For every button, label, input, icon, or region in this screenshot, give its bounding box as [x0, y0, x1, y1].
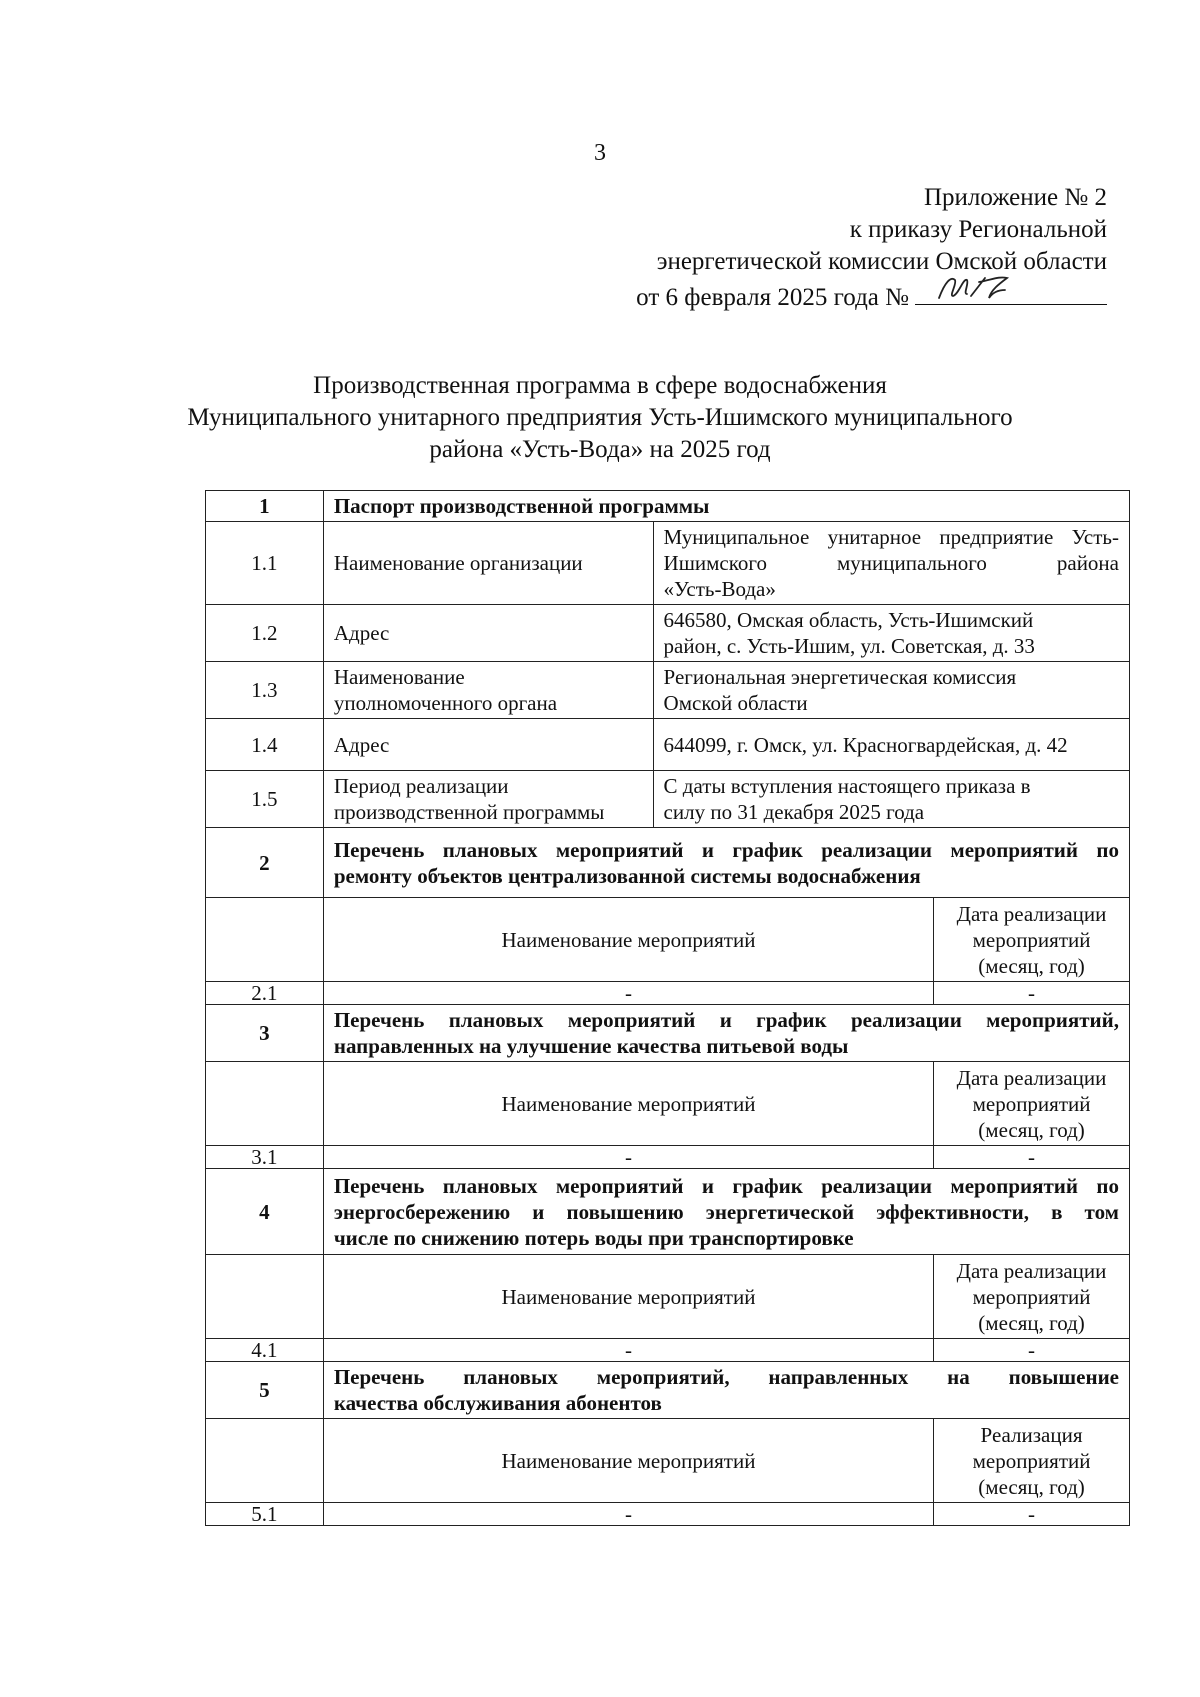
row-label-line: Период реализации	[333, 774, 509, 798]
page-number: 3	[594, 140, 606, 166]
row-value-line: 646580, Омская область, Усть-Ишимский	[663, 608, 1034, 632]
row-number: 1.3	[206, 662, 324, 719]
row-value-line: Муниципальное унитарное предприятие Усть-Ишимского муниципального района	[663, 525, 1119, 575]
table-row	[206, 605, 1130, 662]
table-row	[206, 1339, 1130, 1362]
row-label: Наименование организации	[323, 522, 653, 605]
column-header-date-line: мероприятий	[972, 927, 1091, 952]
row-number: 4.1	[206, 1339, 324, 1362]
row-label: Адрес	[323, 719, 653, 771]
row-date: -	[934, 982, 1130, 1005]
column-header-name: Наименование мероприятий	[323, 1419, 933, 1503]
row-value	[653, 771, 1129, 828]
production-program-table	[205, 490, 1130, 1526]
order-number-field	[915, 278, 1107, 305]
column-header-date-line: (месяц, год)	[978, 1474, 1085, 1499]
column-header-date-line: Дата реализации	[956, 1065, 1107, 1090]
column-header-date	[934, 1255, 1130, 1339]
column-header-name: Наименование мероприятий	[323, 1062, 933, 1146]
section-number: 3	[206, 1005, 324, 1062]
section-title	[323, 1005, 1129, 1062]
section-title-line: направленных на улучшение качества питьевой воды	[333, 1034, 849, 1058]
section-title-line: Перечень плановых мероприятий и график реализации мероприятий по	[333, 837, 1119, 862]
section-number: 4	[206, 1169, 324, 1255]
appendix-line-4: от 6 февраля 2025 года №	[636, 284, 909, 311]
section-number: 5	[206, 1362, 324, 1419]
column-header-row	[206, 898, 1130, 982]
section-header-row	[206, 828, 1130, 898]
row-label	[323, 662, 653, 719]
section-number: 2	[206, 828, 324, 898]
section-title-line: Перечень плановых мероприятий и график реализации мероприятий,	[333, 1008, 1119, 1032]
appendix-line-2: к приказу Региональной	[849, 216, 1107, 243]
title-line-2: Муниципального унитарного предприятия Усть-Ишимского муниципального	[187, 404, 1013, 431]
row-number: 1.2	[206, 605, 324, 662]
section-title	[323, 1362, 1129, 1419]
row-name: -	[323, 1146, 933, 1169]
row-value	[653, 605, 1129, 662]
row-value-line: «Усть-Вода»	[663, 577, 776, 601]
row-number: 5.1	[206, 1503, 324, 1526]
section-header-row	[206, 1169, 1130, 1255]
row-number: 2.1	[206, 982, 324, 1005]
column-header-date	[934, 1062, 1130, 1146]
section-header-row	[206, 491, 1130, 522]
column-header-date-line: (месяц, год)	[978, 1117, 1085, 1142]
row-date: -	[934, 1339, 1130, 1362]
title-line-1: Производственная программа в сфере водоснабжения	[313, 372, 887, 399]
section-title-line: энергосбережению и повышению энергетической эффективности, в том	[333, 1199, 1119, 1224]
table-row	[206, 982, 1130, 1005]
section-number: 1	[206, 491, 324, 522]
row-value-line: Омской области	[663, 691, 808, 715]
section-title	[323, 1169, 1129, 1255]
row-value	[653, 662, 1129, 719]
table-row	[206, 1503, 1130, 1526]
row-number: 3.1	[206, 1146, 324, 1169]
section-title	[323, 828, 1129, 898]
empty-cell	[206, 898, 324, 982]
empty-cell	[206, 1419, 324, 1503]
column-header-date-line: Дата реализации	[956, 901, 1107, 926]
row-number: 1.4	[206, 719, 324, 771]
appendix-line-1: Приложение № 2	[923, 184, 1107, 211]
table-row	[206, 662, 1130, 719]
column-header-row	[206, 1419, 1130, 1503]
column-header-date	[934, 1419, 1130, 1503]
column-header-date-line: мероприятий	[972, 1448, 1091, 1473]
row-label-line: Наименование	[333, 665, 465, 689]
section-title-line: Перечень плановых мероприятий и график реализации мероприятий по	[333, 1173, 1119, 1198]
column-header-date-line: мероприятий	[972, 1284, 1091, 1309]
section-title-line: ремонту объектов централизованной системы водоснабжения	[333, 863, 921, 888]
title-line-3: района «Усть-Вода» на 2025 год	[429, 436, 771, 463]
column-header-row	[206, 1062, 1130, 1146]
row-value-line: С даты вступления настоящего приказа в	[663, 774, 1031, 798]
table-row	[206, 771, 1130, 828]
column-header-date-line: Реализация	[980, 1422, 1083, 1447]
column-header-name: Наименование мероприятий	[323, 1255, 933, 1339]
row-date: -	[934, 1503, 1130, 1526]
row-date: -	[934, 1146, 1130, 1169]
table-row	[206, 1146, 1130, 1169]
column-header-row	[206, 1255, 1130, 1339]
row-value-line: Региональная энергетическая комиссия	[663, 665, 1017, 689]
section-title-line: числе по снижению потерь воды при транспортировке	[333, 1225, 854, 1250]
appendix-header	[636, 182, 1107, 314]
row-value	[653, 522, 1129, 605]
column-header-date-line: (месяц, год)	[978, 953, 1085, 978]
row-label-line: производственной программы	[333, 800, 605, 824]
column-header-name: Наименование мероприятий	[323, 898, 933, 982]
column-header-date-line: Дата реализации	[956, 1258, 1107, 1283]
row-number: 1.5	[206, 771, 324, 828]
appendix-line-3: энергетической комиссии Омской области	[656, 248, 1107, 275]
table-row	[206, 522, 1130, 605]
empty-cell	[206, 1062, 324, 1146]
table-row	[206, 719, 1130, 771]
row-label-line: уполномоченного органа	[333, 691, 558, 715]
section-title-line: Перечень плановых мероприятий, направленных на повышение	[333, 1365, 1119, 1389]
section-header-row	[206, 1005, 1130, 1062]
row-label	[323, 771, 653, 828]
section-title: Паспорт производственной программы	[323, 491, 1129, 522]
row-value: 644099, г. Омск, ул. Красногвардейская, д. 42	[653, 719, 1129, 771]
section-header-row	[206, 1362, 1130, 1419]
row-number: 1.1	[206, 522, 324, 605]
row-name: -	[323, 1503, 933, 1526]
row-name: -	[323, 1339, 933, 1362]
document-title	[150, 370, 1050, 466]
empty-cell	[206, 1255, 324, 1339]
column-header-date-line: (месяц, год)	[978, 1310, 1085, 1335]
row-label: Адрес	[323, 605, 653, 662]
handwritten-signature-icon	[933, 272, 1023, 304]
column-header-date-line: мероприятий	[972, 1091, 1091, 1116]
appendix-order-line	[636, 278, 1107, 314]
row-name: -	[323, 982, 933, 1005]
row-value-line: силу по 31 декабря 2025 года	[663, 800, 925, 824]
section-title-line: качества обслуживания абонентов	[333, 1391, 662, 1415]
row-value-line: район, с. Усть-Ишим, ул. Советская, д. 33	[663, 634, 1035, 658]
column-header-date	[934, 898, 1130, 982]
